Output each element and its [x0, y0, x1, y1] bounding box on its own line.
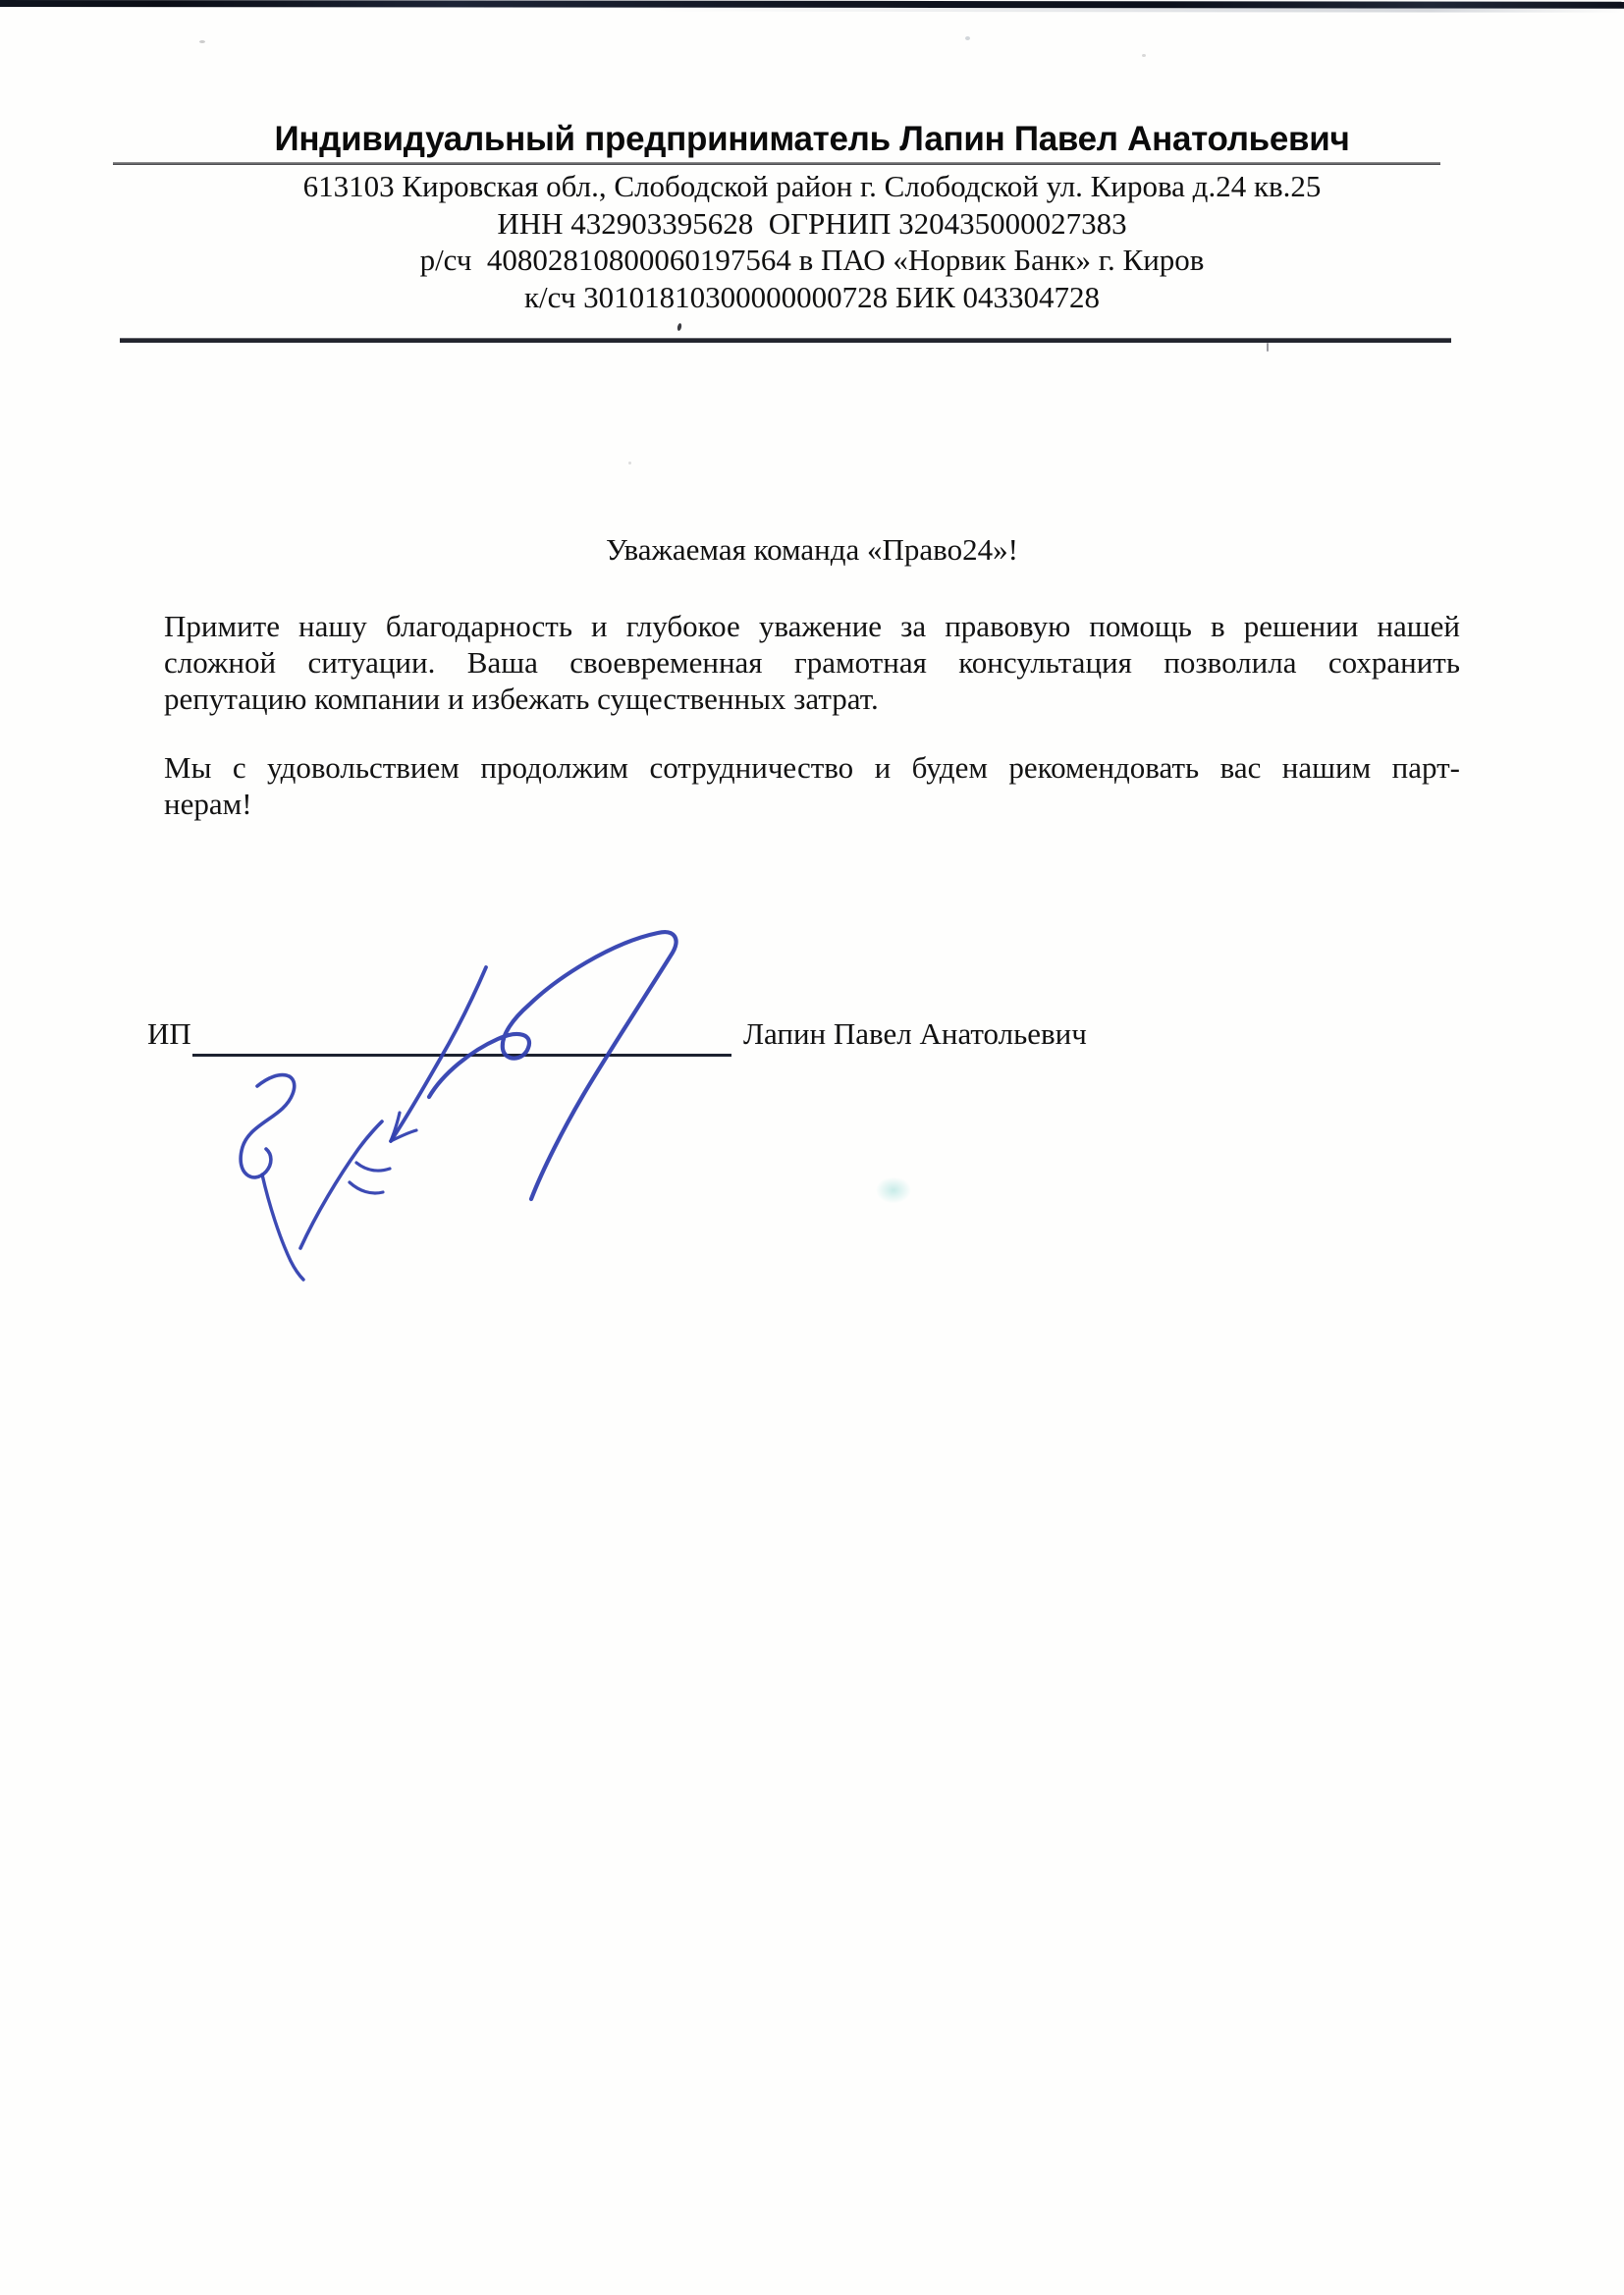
paragraph-2-line-2: нерам!	[164, 787, 252, 821]
letterhead-address: 613103 Кировская обл., Слободской район г. Слободской ул. Кирова д.24 кв.25	[302, 169, 1322, 203]
scan-smudge	[870, 1173, 917, 1208]
scan-speck	[965, 36, 970, 40]
paragraph-2-line-1: Мы с удовольствием продолжим сотрудничество и будем рекомендовать вас нашим парт-	[164, 750, 1460, 785]
scan-speck	[1142, 54, 1146, 57]
letterhead-divider-top	[113, 162, 1440, 165]
scan-speck	[199, 40, 205, 43]
letterhead-divider-bottom	[120, 338, 1451, 343]
scan-speck	[1267, 343, 1269, 352]
paragraph-1-line-1: Примите нашу благодарность и глубокое уважение за правовую помощь в решении нашей	[164, 609, 1460, 643]
letterhead-corr-account: к/сч 30101810300000000728 БИК 043304728	[523, 280, 1101, 314]
letterhead-inn-ogrnip: ИНН 432903395628 ОГРНИП 320435000027383	[497, 206, 1127, 241]
letterhead-bank-account: р/сч 40802810800060197564 в ПАО «Норвик Банк» г. Киров	[419, 243, 1205, 277]
paragraph-1-line-3: репутацию компании и избежать существенных затрат.	[164, 682, 879, 716]
scan-edge-artifact	[0, 0, 1624, 9]
signatory-name: Лапин Павел Анатольевич	[743, 1016, 1087, 1051]
salutation: Уважаемая команда «Право24»!	[606, 532, 1018, 567]
scan-speck	[677, 323, 682, 332]
scan-speck	[628, 462, 631, 464]
signature-prefix: ИП	[147, 1016, 191, 1051]
handwritten-signature-ink	[167, 913, 736, 1286]
paragraph-1-line-2: сложной ситуации. Ваша своевременная грамотная консультация позволила сохранить	[164, 645, 1460, 680]
letterhead-title: Индивидуальный предприниматель Лапин Павел Анатольевич	[274, 120, 1350, 158]
